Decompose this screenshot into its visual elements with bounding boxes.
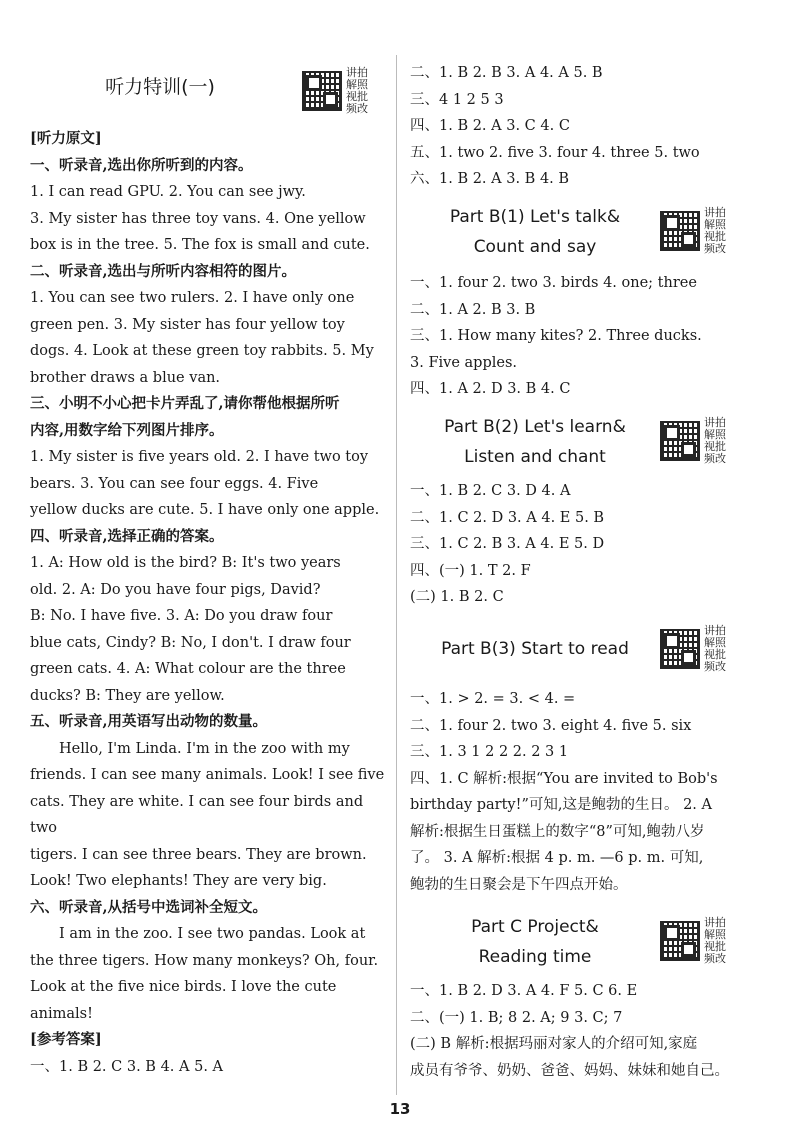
text-line: 1. You can see two rulers. 2. I have only one [30,290,355,306]
section-title: Part B(2) Let's learn& [444,417,626,437]
part-b2-header [410,410,772,474]
part-c-header [410,910,772,974]
answers-heading: [参考答案] [30,1031,102,1048]
answer-line: 一、1. B 2. C 3. B 4. A 5. A [30,1058,224,1075]
qr-block: 讲 拍 解 照 视 批 频 改 [660,620,736,678]
transcript [30,126,390,1080]
section-title: Part B(3) Start to read [441,639,629,659]
text-line: tigers. I can see three bears. They are brown. [30,846,367,863]
answer-line: 一、1. > 2. = 3. < 4. = [410,691,576,707]
answers-part-b3 [410,686,772,898]
text-line: 1. A: How old is the bird? B: It's two years [30,555,341,571]
answer-line: 成员有爷爷、奶奶、爸爸、妈妈、妹妹和她自己。 [410,1062,729,1079]
qr-label: 讲 拍 解 照 视 批 频 改 [346,66,368,115]
qr-block [302,62,378,120]
answer-line: (二) 1. B 2. C [410,589,504,605]
text-line: green cats. 4. A: What colour are the three [30,661,346,677]
title-block [30,0,390,115]
answer-line: 三、1. 3 1 2 2 2. 2 3 1 [410,744,569,760]
section-subtitle: Listen and chant [464,447,606,467]
answer-line: 二、1. C 2. D 3. A 4. E 5. B [410,509,605,526]
text-line: friends. I can see many animals. Look! I see five [30,767,385,783]
text-line: bears. 3. You can see four eggs. 4. Five [30,475,319,492]
answer-line: 鲍勃的生日聚会是下午四点开始。 [410,876,628,893]
section-heading: 一、听录音,选出你所听到的内容。 [30,156,253,174]
answer-line: 一、1. four 2. two 3. birds 4. one; three [410,275,697,291]
section-subtitle: Count and say [473,237,597,257]
answer-line: 三、1. C 2. B 3. A 4. E 5. D [410,536,605,552]
qr-code-icon[interactable] [660,921,700,961]
text-line: B: No. I have five. 3. A: Do you draw four [30,608,333,624]
text-line: Hello, I'm Linda. I'm in the zoo with my [59,740,350,757]
part-b1-header [410,200,772,264]
section-heading: 内容,用数字给下列图片排序。 [30,421,224,439]
text-line: I am in the zoo. I see two pandas. Look at [59,926,366,942]
qr-block: 讲 拍 解 照 视 批 频 改 [660,412,736,470]
answer-line: 三、1. How many kites? 2. Three ducks. [410,328,702,344]
text-line: cats. They are white. I can see four birds and two [30,793,364,836]
answers-part-a [410,60,772,193]
section-title: Part C Project& [471,917,599,937]
text-line: 1. I can read GPU. 2. You can see jwy. [30,184,306,200]
answer-line: 二、1. four 2. two 3. eight 4. five 5. six [410,717,692,734]
text-line: 1. My sister is five years old. 2. I have two toy [30,449,369,465]
column-divider [396,55,397,1095]
answer-line: birthday party!”可知,这是鲍勃的生日。 2. A [410,797,712,813]
qr-block: 讲 拍 解 照 视 批 频 改 [660,202,736,260]
text-line: box is in the tree. 5. The fox is small and cute. [30,237,370,253]
answer-line: 四、(一) 1. T 2. F [410,562,531,579]
answer-line: 了。 3. A 解析:根据 4 p. m. —6 p. m. 可知, [410,850,704,866]
answer-line: (二) B 解析:根据玛丽对家人的介绍可知,家庭 [410,1036,698,1052]
answers-part-b2 [410,478,772,611]
section-heading: 二、听录音,选出与所听内容相符的图片。 [30,262,297,280]
answer-line: 二、1. B 2. B 3. A 4. A 5. B [410,65,603,81]
answer-line: 二、1. A 2. B 3. B [410,301,536,318]
text-line: Look! Two elephants! They are very big. [30,873,327,889]
qr-code-icon[interactable] [660,211,700,251]
answer-line: 六、1. B 2. A 3. B 4. B [410,171,570,187]
part-b3-header [410,620,772,680]
text-line: blue cats, Cindy? B: No, I don't. I draw four [30,634,351,651]
text-line: green pen. 3. My sister has four yellow toy [30,316,345,333]
page-title: 听力特训(一) [105,76,215,98]
answer-line: 一、1. B 2. D 3. A 4. F 5. C 6. E [410,983,638,999]
answer-line: 二、(一) 1. B; 8 2. A; 9 3. C; 7 [410,1009,623,1026]
section-heading: 六、听录音,从括号中选词补全短文。 [30,898,268,916]
text-line: ducks? B: They are yellow. [30,687,225,704]
answer-line: 一、1. B 2. C 3. D 4. A [410,483,571,499]
section-heading: 五、听录音,用英语写出动物的数量。 [30,713,268,730]
answers-part-c [410,978,772,1084]
answer-line: 五、1. two 2. five 3. four 4. three 5. two [410,144,700,161]
page-number: 13 [389,1100,411,1118]
answer-line: 三、4 1 2 5 3 [410,91,504,108]
qr-code-icon[interactable] [660,421,700,461]
qr-code-icon[interactable] [660,629,700,669]
section-heading: 四、听录音,选择正确的答案。 [30,527,224,545]
answer-line: 四、1. C 解析:根据“You are invited to Bob's [410,770,718,787]
answer-line: 解析:根据生日蛋糕上的数字“8”可知,鲍勃八岁 [410,823,705,840]
text-line: old. 2. A: Do you have four pigs, David? [30,581,321,598]
text-line: animals! [30,1005,93,1022]
text-line: brother draws a blue van. [30,369,221,386]
answer-line: 四、1. B 2. A 3. C 4. C [410,118,570,134]
answer-line: 3. Five apples. [410,354,518,371]
text-line: 3. My sister has three toy vans. 4. One yellow [30,210,366,227]
section-heading: 三、小明不小心把卡片弄乱了,请你帮他根据所听 [30,395,340,412]
text-line: yellow ducks are cute. 5. I have only one apple. [30,502,380,518]
section-title: Part B(1) Let's talk& [449,207,621,227]
text-line: the three tigers. How many monkeys? Oh, four. [30,952,379,969]
answers-part-b1 [410,270,772,403]
text-line: Look at the five nice birds. I love the cute [30,979,337,995]
qr-block: 讲 拍 解 照 视 批 频 改 [660,912,736,970]
section-subtitle: Reading time [478,947,592,967]
qr-code-icon[interactable] [302,71,342,111]
text-line: dogs. 4. Look at these green toy rabbits. 5. My [30,343,374,359]
left-column [30,0,390,1075]
transcript-heading: [听力原文] [30,130,102,147]
answer-line: 四、1. A 2. D 3. B 4. C [410,381,571,397]
